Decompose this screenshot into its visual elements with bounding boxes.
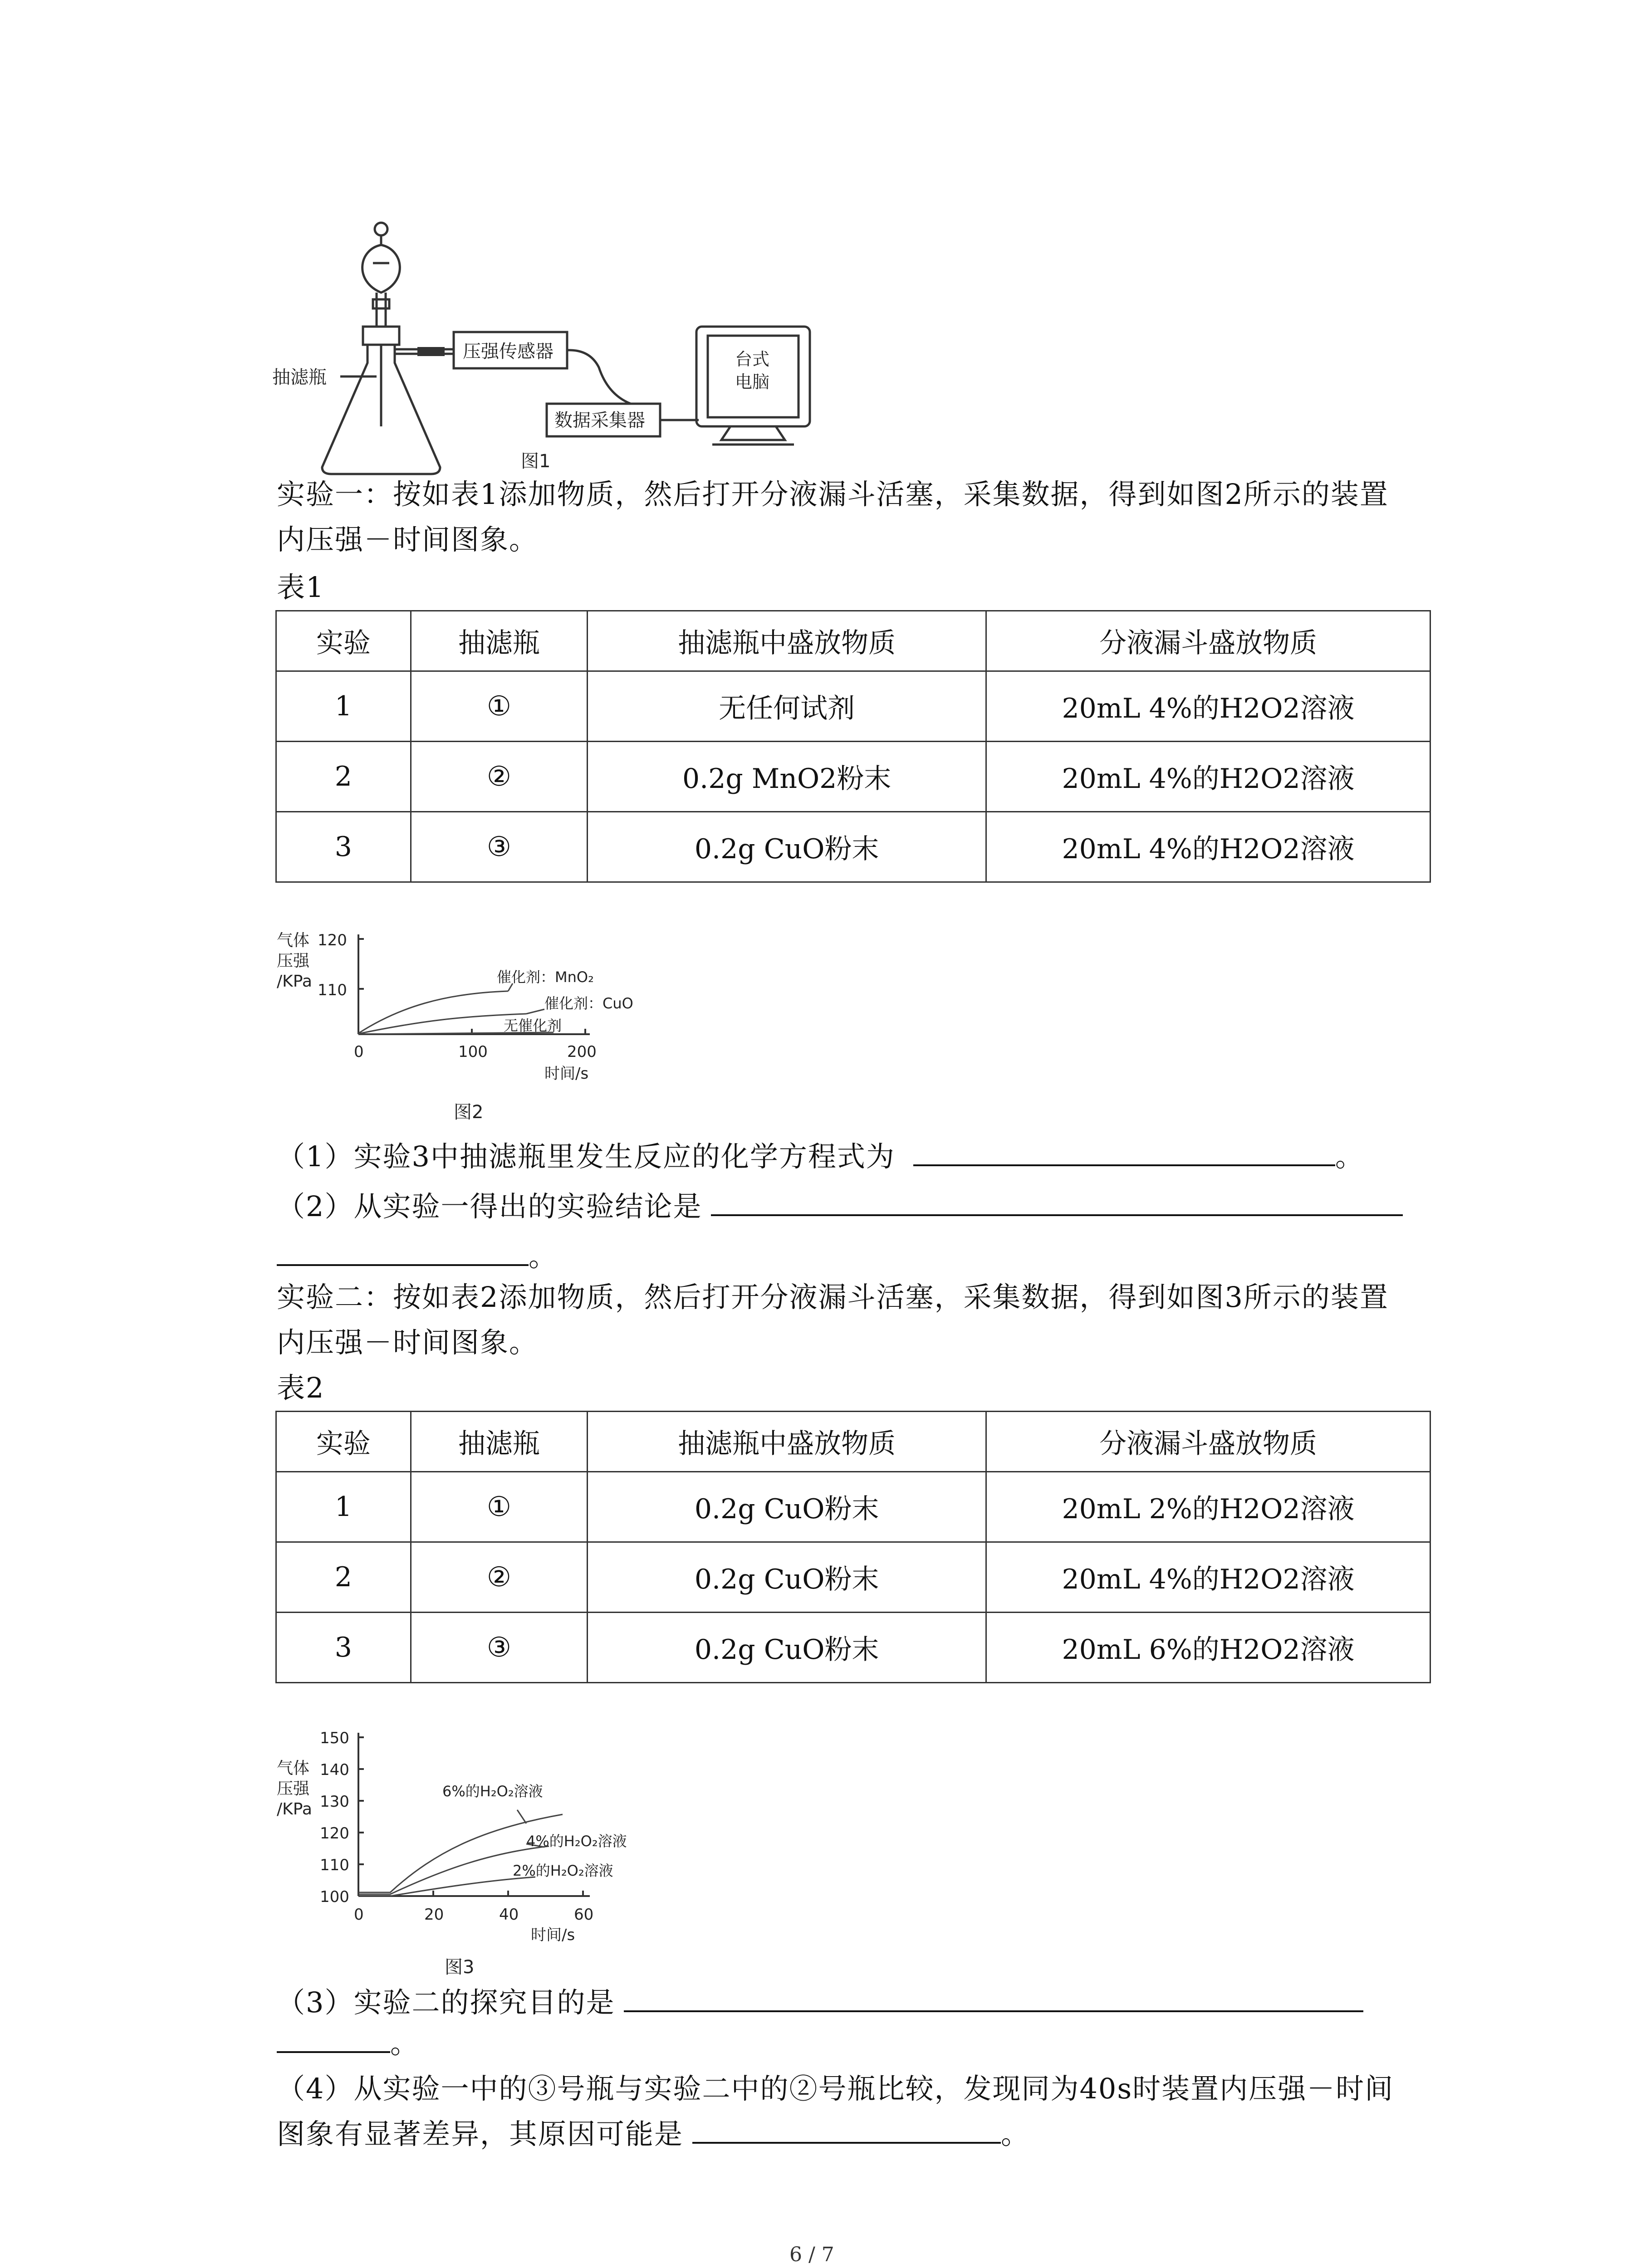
- table2-cell-flask: ①: [411, 1472, 588, 1542]
- fig3-ylabel-2: 压强: [277, 1779, 310, 1798]
- fig2-xtick: 200: [567, 1043, 597, 1061]
- table2-cell-funnel: 20mL 6%的H2O2溶液: [986, 1613, 1430, 1683]
- fig2-series-label: 无催化剂: [504, 1017, 562, 1034]
- table2-cell-funnel: 20mL 2%的H2O2溶液: [986, 1472, 1430, 1542]
- table1-header-no: 实验: [276, 611, 411, 671]
- figure3-chart: [272, 1724, 662, 1950]
- table2-cell-content: 0.2g CuO粉末: [588, 1472, 986, 1542]
- answer-blank-2a[interactable]: [711, 1186, 1403, 1216]
- answer-blank-1[interactable]: [913, 1136, 1335, 1166]
- exp2-intro-line2: 内压强－时间图象。: [277, 1326, 539, 1359]
- fig3-xtick: 40: [499, 1906, 519, 1924]
- fig3-xtick: 20: [424, 1906, 444, 1924]
- table-row: [276, 1542, 1430, 1613]
- table1-header-content: 抽滤瓶中盛放物质: [588, 611, 986, 671]
- fig3-xlabel: 时间/s: [531, 1926, 575, 1944]
- table1-cell-funnel: 20mL 4%的H2O2溶液: [986, 812, 1430, 882]
- table2-cell-content: 0.2g CuO粉末: [588, 1542, 986, 1613]
- table1-cell-content: 无任何试剂: [588, 671, 986, 742]
- table1-cell-no: 1: [276, 671, 411, 742]
- fig2-series-label: 催化剂：CuO: [544, 995, 633, 1012]
- table1-cell-content: 0.2g MnO2粉末: [588, 742, 986, 812]
- table2-header-no: 实验: [276, 1412, 411, 1472]
- fig3-ylabel-3: /KPa: [277, 1800, 312, 1818]
- table1-cell-funnel: 20mL 4%的H2O2溶液: [986, 671, 1430, 742]
- fig3-ylabel-1: 气体: [277, 1759, 310, 1778]
- flask-label: 抽滤瓶: [272, 367, 327, 388]
- table-row: [276, 812, 1430, 882]
- figure1-apparatus: [272, 213, 770, 481]
- table1-header-funnel: 分液漏斗盛放物质: [986, 611, 1430, 671]
- answer-blank-3a[interactable]: [624, 1982, 1363, 2012]
- fig3-ytick: 150: [320, 1729, 349, 1747]
- question-3-end: 。: [390, 2027, 420, 2060]
- answer-blank-4[interactable]: [692, 2114, 1001, 2144]
- table1-cell-flask: ①: [411, 671, 588, 742]
- table2-title: 表2: [277, 1371, 325, 1404]
- exp1-intro-line2: 内压强－时间图象。: [277, 523, 539, 556]
- fig2-xtick: 0: [354, 1043, 364, 1061]
- fig2-ytick: 110: [318, 981, 347, 999]
- question-4-line2: [277, 2112, 1030, 2157]
- table2-cell-flask: ②: [411, 1542, 588, 1613]
- figure1-caption: 图1: [521, 451, 551, 472]
- fig2-series-label: 催化剂：MnO₂: [497, 968, 594, 986]
- fig2-ylabel-2: 压强: [277, 952, 310, 970]
- figure2-caption: 图2: [454, 1102, 484, 1123]
- table-row: [276, 671, 1430, 742]
- table1-cell-funnel: 20mL 4%的H2O2溶液: [986, 742, 1430, 812]
- question-4-end: 。: [1001, 2117, 1030, 2151]
- figure2-chart: [272, 925, 662, 1098]
- sensor-label: 压强传感器: [463, 341, 554, 362]
- table2-cell-no: 3: [276, 1613, 411, 1683]
- fig2-curve-cuo: [358, 1014, 526, 1034]
- question-2-cont: [277, 1234, 558, 1279]
- fig3-ytick: 120: [320, 1824, 349, 1843]
- table1-cell-no: 2: [276, 742, 411, 812]
- fig2-curve-mno2: [358, 991, 508, 1033]
- fig3-series-label: 6%的H₂O₂溶液: [442, 1783, 543, 1800]
- question-2-end: 。: [529, 1240, 558, 1273]
- table-row: [276, 1613, 1430, 1683]
- table2-cell-content: 0.2g CuO粉末: [588, 1613, 986, 1683]
- fig2-xtick: 100: [458, 1043, 488, 1061]
- fig3-ytick: 110: [320, 1856, 349, 1874]
- collector-label: 数据采集器: [554, 410, 645, 431]
- pc-label-1: 台式: [735, 349, 770, 369]
- table1: [275, 610, 1431, 883]
- fig3-curve-6pct: [358, 1814, 563, 1892]
- table-row: [276, 1472, 1430, 1542]
- table1-header-flask: 抽滤瓶: [411, 611, 588, 671]
- table2: [275, 1411, 1431, 1683]
- answer-blank-2b[interactable]: [277, 1236, 529, 1266]
- fig3-ytick: 140: [320, 1761, 349, 1779]
- fig2-ylabel-1: 气体: [277, 931, 310, 950]
- table1-cell-no: 3: [276, 812, 411, 882]
- page-number: 6 / 7: [789, 2243, 834, 2266]
- fig3-xtick: 0: [354, 1906, 364, 1924]
- table1-title: 表1: [277, 571, 325, 604]
- answer-blank-3b[interactable]: [277, 2023, 390, 2053]
- exp2-intro-line1: 实验二：按如表2添加物质，然后打开分液漏斗活塞，采集数据，得到如图3所示的装置: [277, 1281, 1389, 1314]
- table1-cell-flask: ③: [411, 812, 588, 882]
- fig2-ylabel-3: /KPa: [277, 972, 312, 991]
- table-row: [276, 742, 1430, 812]
- fig2-xlabel: 时间/s: [544, 1065, 589, 1083]
- fig3-ytick: 100: [320, 1888, 349, 1906]
- fig3-series-label: 2%的H₂O₂溶液: [513, 1862, 613, 1879]
- table2-cell-no: 2: [276, 1542, 411, 1613]
- table2-header-flask: 抽滤瓶: [411, 1412, 588, 1472]
- question-1-end: 。: [1335, 1140, 1364, 1173]
- table2-cell-flask: ③: [411, 1613, 588, 1683]
- exp1-intro-line1: 实验一：按如表1添加物质，然后打开分液漏斗活塞，采集数据，得到如图2所示的装置: [277, 478, 1389, 511]
- fig3-series-label: 4%的H₂O₂溶液: [526, 1833, 627, 1850]
- question-2: [277, 1184, 1403, 1229]
- question-3-text: （3）实验二的探究目的是: [277, 1986, 615, 2019]
- table2-header-funnel: 分液漏斗盛放物质: [986, 1412, 1430, 1472]
- fig3-xtick: 60: [574, 1906, 594, 1924]
- figure3-caption: 图3: [445, 1957, 475, 1978]
- question-4-text: 图象有显著差异，其原因可能是: [277, 2117, 684, 2151]
- table1-cell-content: 0.2g CuO粉末: [588, 812, 986, 882]
- question-1-text: （1）实验3中抽滤瓶里发生反应的化学方程式为: [277, 1140, 895, 1173]
- question-3: [277, 1980, 1363, 2025]
- question-2-text: （2）从实验一得出的实验结论是: [277, 1190, 702, 1223]
- table2-cell-funnel: 20mL 4%的H2O2溶液: [986, 1542, 1430, 1613]
- question-3-cont: [277, 2021, 419, 2066]
- table1-cell-flask: ②: [411, 742, 588, 812]
- question-1: [277, 1134, 1364, 1179]
- fig2-ytick: 120: [318, 931, 347, 949]
- question-4-line1: （4）从实验一中的③号瓶与实验二中的②号瓶比较，发现同为40s时装置内压强－时间: [277, 2072, 1394, 2105]
- pc-label-2: 电脑: [735, 372, 770, 392]
- fig3-ytick: 130: [320, 1793, 349, 1811]
- table2-header-content: 抽滤瓶中盛放物质: [588, 1412, 986, 1472]
- table2-cell-no: 1: [276, 1472, 411, 1542]
